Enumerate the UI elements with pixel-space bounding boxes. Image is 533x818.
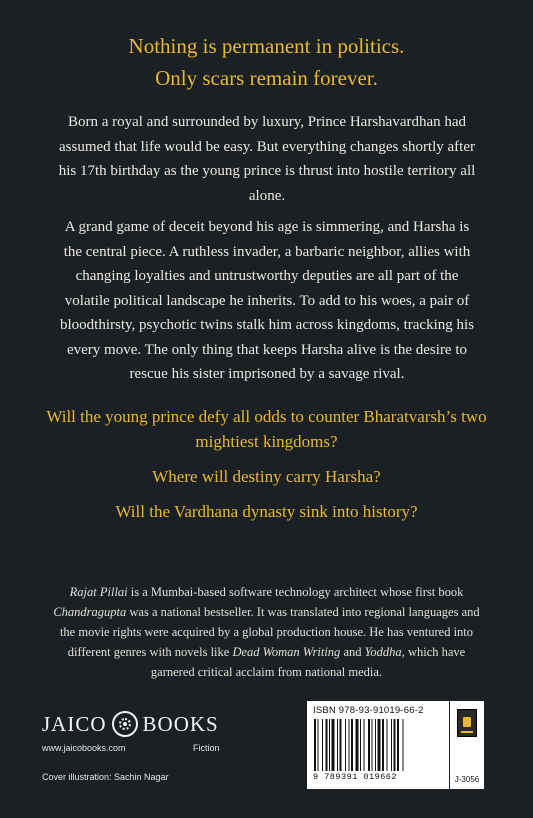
question-3: Will the Vardhana dynasty sink into history? xyxy=(115,502,418,521)
wheel-emblem-icon xyxy=(112,711,138,737)
question-2: Where will destiny carry Harsha? xyxy=(152,467,381,486)
publisher-badge-icon xyxy=(457,709,477,737)
publisher-code-panel xyxy=(450,701,484,789)
author-bio-text: , which have garnered critical acclaim from national media. xyxy=(150,645,466,679)
blurb xyxy=(58,110,476,394)
book-title: Dead Woman Writing xyxy=(232,645,341,659)
publisher-name-left: JAICO xyxy=(42,711,107,736)
publisher-name-right: BOOKS xyxy=(142,711,219,736)
author-name: Rajat Pillai xyxy=(69,585,128,599)
author-bio-text: is a Mumbai-based software technology architect whose first book xyxy=(127,585,464,599)
question-1: Will the young prince defy all odds to counter Bharatvarsh’s two mightiest kingdoms? xyxy=(46,407,487,451)
author-bio-text: and xyxy=(340,645,365,659)
author-bio-text: was a national bestseller. It was translated into regional languages and the movie rights were acquired by a global production house. He has ventured into different genres with novels like xyxy=(59,605,480,659)
barcode-digits: 9 789391 019662 xyxy=(313,772,398,782)
tagline xyxy=(0,30,533,94)
cover-credit: Cover illustration: Sachin Nagar xyxy=(42,772,169,782)
blurb-paragraph-1: Born a royal and surrounded by luxury, Prince Harshavardhan had assumed that life would be easy. But everything changes shortly after his 17th birthday as the young prince is thrust into hostile territory all alone. xyxy=(58,114,476,204)
barcode-icon xyxy=(313,719,443,771)
blurb-paragraph-2: A grand game of deceit beyond his age is simmering, and Harsha is the central piece. A ruthless invader, a barbaric neighbor, allies with changing loyalties and untrustworthy deputies are all part of the volatile political landscape he inherits. To add to his woes, a pair of bloodthirsty, psychotic twins stalk him across kingdoms, tracking his every move. The only thing that keeps Harsha alive is the desire to rescue his sister imprisoned by a savage rival. xyxy=(60,219,474,382)
book-title: Chandragupta xyxy=(53,605,127,619)
book-title: Yoddha xyxy=(364,645,402,659)
publisher-logo xyxy=(42,711,219,737)
author-bio xyxy=(50,582,483,682)
barcode-panel xyxy=(307,701,449,789)
isbn-label: ISBN 978-93-91019-66-2 xyxy=(313,705,424,716)
tagline-line-1: Nothing is permanent in politics. xyxy=(128,34,405,58)
publisher-code: J-3056 xyxy=(454,775,480,784)
genre-label: Fiction xyxy=(193,743,220,753)
publisher-website: www.jaicobooks.com xyxy=(42,743,126,753)
tagline-line-2: Only scars remain forever. xyxy=(155,66,378,90)
questions xyxy=(40,404,493,534)
